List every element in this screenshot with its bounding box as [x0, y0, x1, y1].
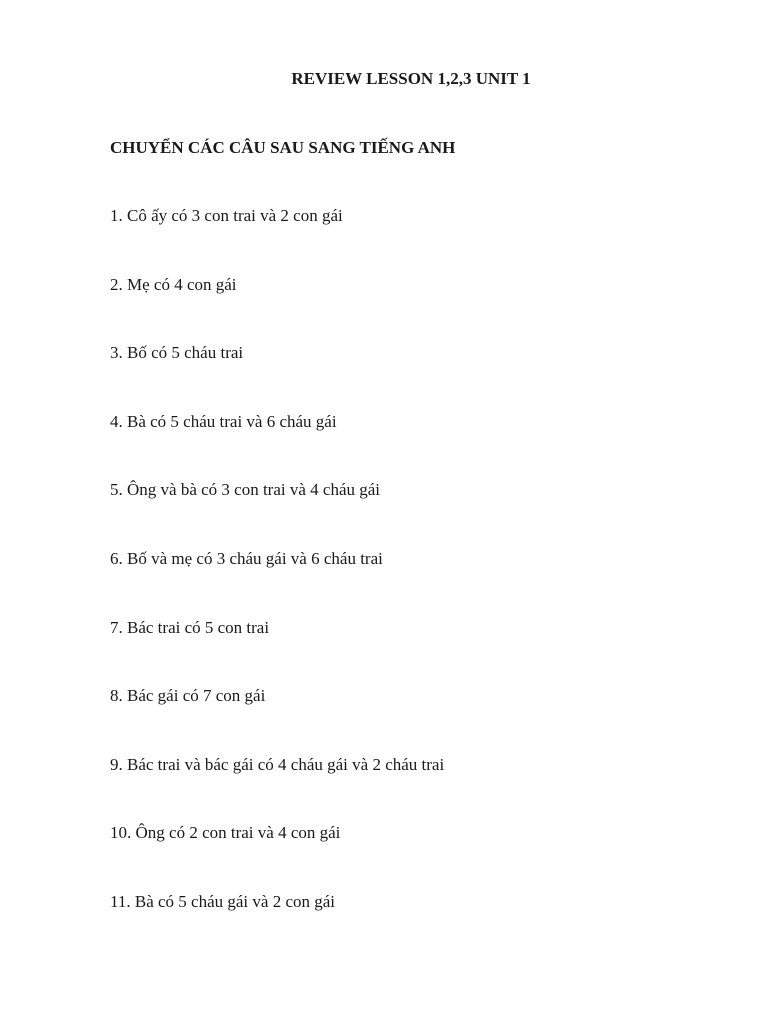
exercise-item-11: 11. Bà có 5 cháu gái và 2 con gái: [110, 891, 336, 911]
exercise-list: [110, 205, 444, 960]
exercise-item-8: 8. Bác gái có 7 con gái: [110, 686, 266, 706]
exercise-item-9: 9. Bác trai và bác gái có 4 cháu gái và 2 cháu trai: [110, 754, 445, 774]
exercise-item-2: 2. Mẹ có 4 con gái: [110, 274, 237, 294]
exercise-item-10: 10. Ông có 2 con trai và 4 con gái: [110, 823, 341, 843]
document-title: REVIEW LESSON 1,2,3 UNIT 1: [291, 69, 531, 88]
exercise-item-7: 7. Bác trai có 5 con trai: [110, 617, 270, 637]
exercise-item-5: 5. Ông và bà có 3 con trai và 4 cháu gái: [110, 480, 381, 500]
exercise-item-6: 6. Bố và mẹ có 3 cháu gái và 6 cháu trai: [110, 548, 383, 568]
exercise-item-4: 4. Bà có 5 cháu trai và 6 cháu gái: [110, 411, 337, 431]
exercise-item-1: 1. Cô ấy có 3 con trai và 2 con gái: [110, 206, 343, 225]
instruction-heading: CHUYỂN CÁC CÂU SAU SANG TIẾNG ANH: [110, 138, 456, 157]
exercise-item-3: 3. Bố có 5 cháu trai: [110, 343, 244, 363]
